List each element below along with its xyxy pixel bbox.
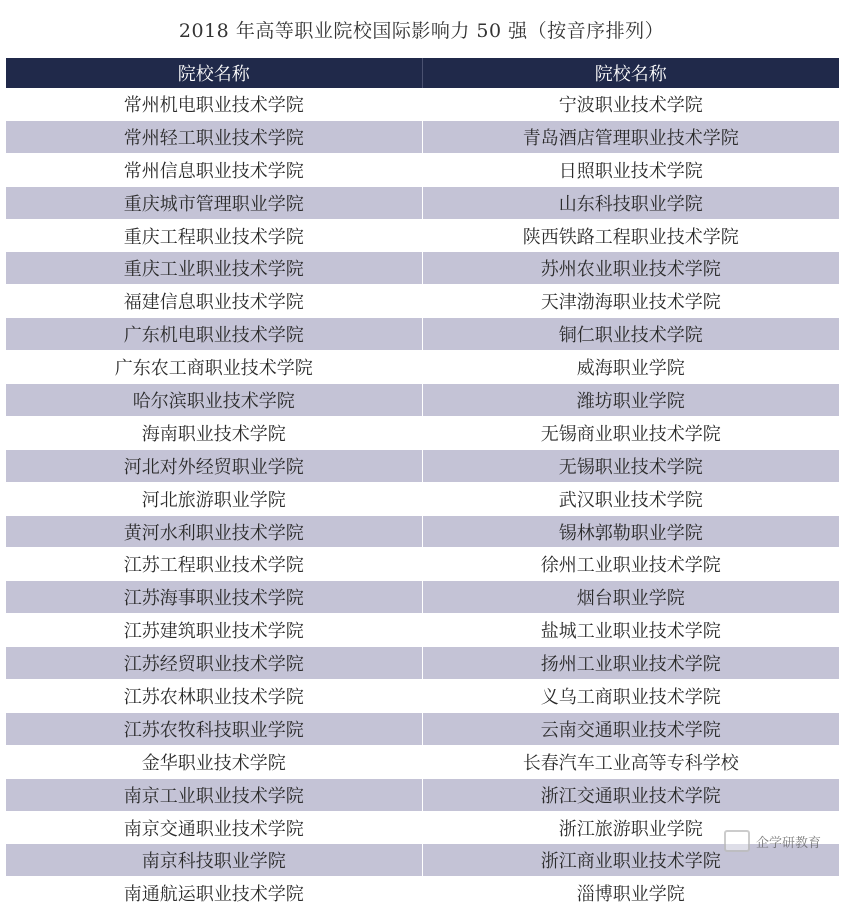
table-row — [6, 548, 839, 581]
table-row — [6, 449, 839, 482]
table-row — [6, 482, 839, 515]
table-row — [6, 285, 839, 318]
table-row — [6, 318, 839, 351]
school-name-right: 青岛酒店管理职业技术学院 — [422, 120, 839, 153]
table-row — [6, 88, 839, 120]
school-name-left: 江苏建筑职业技术学院 — [6, 614, 422, 647]
table-row — [6, 778, 839, 811]
table-row — [6, 712, 839, 745]
table-row — [6, 120, 839, 153]
table-row — [6, 252, 839, 285]
school-name-right: 苏州农业职业技术学院 — [422, 252, 839, 285]
table-body — [6, 88, 839, 910]
table-title: 2018 年高等职业院校国际影响力 50 强（按音序排列） — [178, 19, 665, 42]
school-name-right: 浙江商业职业技术学院 — [422, 844, 839, 877]
school-name-left: 常州信息职业技术学院 — [6, 153, 422, 186]
school-name-left: 常州轻工职业技术学院 — [6, 120, 422, 153]
school-name-left: 福建信息职业技术学院 — [6, 285, 422, 318]
school-name-right: 山东科技职业学院 — [422, 186, 839, 219]
table-row — [6, 844, 839, 877]
school-name-right: 盐城工业职业技术学院 — [422, 614, 839, 647]
school-name-left: 常州机电职业技术学院 — [6, 88, 422, 120]
school-name-left: 南京交通职业技术学院 — [6, 811, 422, 844]
school-name-left: 广东机电职业技术学院 — [6, 318, 422, 351]
column-header-left: 院校名称 — [6, 58, 422, 88]
school-name-left: 重庆工业职业技术学院 — [6, 252, 422, 285]
school-name-right: 云南交通职业技术学院 — [422, 712, 839, 745]
school-name-right: 义乌工商职业技术学院 — [422, 680, 839, 713]
school-name-right: 扬州工业职业技术学院 — [422, 647, 839, 680]
watermark-text: 企学研教育 — [755, 835, 821, 851]
school-name-left: 南京科技职业学院 — [6, 844, 422, 877]
table-row — [6, 581, 839, 614]
school-name-left: 江苏农林职业技术学院 — [6, 680, 422, 713]
school-name-right: 日照职业技术学院 — [422, 153, 839, 186]
table-row — [6, 186, 839, 219]
school-name-right: 烟台职业学院 — [422, 581, 839, 614]
table-row — [6, 811, 839, 844]
school-name-left: 南通航运职业技术学院 — [6, 877, 422, 910]
school-name-left: 江苏海事职业技术学院 — [6, 581, 422, 614]
table-row — [6, 680, 839, 713]
table-row — [6, 745, 839, 778]
school-name-left: 重庆工程职业技术学院 — [6, 219, 422, 252]
school-name-right: 陕西铁路工程职业技术学院 — [422, 219, 839, 252]
table-row — [6, 219, 839, 252]
school-name-left: 黄河水利职业技术学院 — [6, 515, 422, 548]
table-row — [6, 153, 839, 186]
school-name-right: 铜仁职业技术学院 — [422, 318, 839, 351]
school-name-left: 江苏经贸职业技术学院 — [6, 647, 422, 680]
table-row — [6, 647, 839, 680]
school-name-right: 淄博职业学院 — [422, 877, 839, 910]
school-name-left: 金华职业技术学院 — [6, 745, 422, 778]
school-name-right: 无锡商业职业技术学院 — [422, 416, 839, 449]
school-name-left: 江苏工程职业技术学院 — [6, 548, 422, 581]
school-name-right: 宁波职业技术学院 — [422, 88, 839, 120]
school-name-left: 重庆城市管理职业学院 — [6, 186, 422, 219]
ranking-table — [6, 58, 839, 910]
school-name-right: 徐州工业职业技术学院 — [422, 548, 839, 581]
school-name-right: 天津渤海职业技术学院 — [422, 285, 839, 318]
table-row — [6, 351, 839, 384]
school-name-left: 哈尔滨职业技术学院 — [6, 384, 422, 417]
school-name-right: 浙江交通职业技术学院 — [422, 778, 839, 811]
school-name-right: 浙江旅游职业学院 — [422, 811, 839, 844]
school-name-left: 河北对外经贸职业学院 — [6, 449, 422, 482]
school-name-right: 长春汽车工业高等专科学校 — [422, 745, 839, 778]
school-name-left: 海南职业技术学院 — [6, 416, 422, 449]
column-header-right: 院校名称 — [422, 58, 839, 88]
table-row — [6, 877, 839, 910]
table-row — [6, 384, 839, 417]
table-header-row — [6, 58, 839, 88]
school-name-left: 河北旅游职业学院 — [6, 482, 422, 515]
table-row — [6, 614, 839, 647]
school-name-left: 江苏农牧科技职业学院 — [6, 712, 422, 745]
school-name-right: 锡林郭勒职业学院 — [422, 515, 839, 548]
school-name-right: 潍坊职业学院 — [422, 384, 839, 417]
school-name-left: 广东农工商职业技术学院 — [6, 351, 422, 384]
table-row — [6, 416, 839, 449]
school-name-right: 威海职业学院 — [422, 351, 839, 384]
school-name-left: 南京工业职业技术学院 — [6, 778, 422, 811]
school-name-right: 武汉职业技术学院 — [422, 482, 839, 515]
table-row — [6, 515, 839, 548]
school-name-right: 无锡职业技术学院 — [422, 449, 839, 482]
